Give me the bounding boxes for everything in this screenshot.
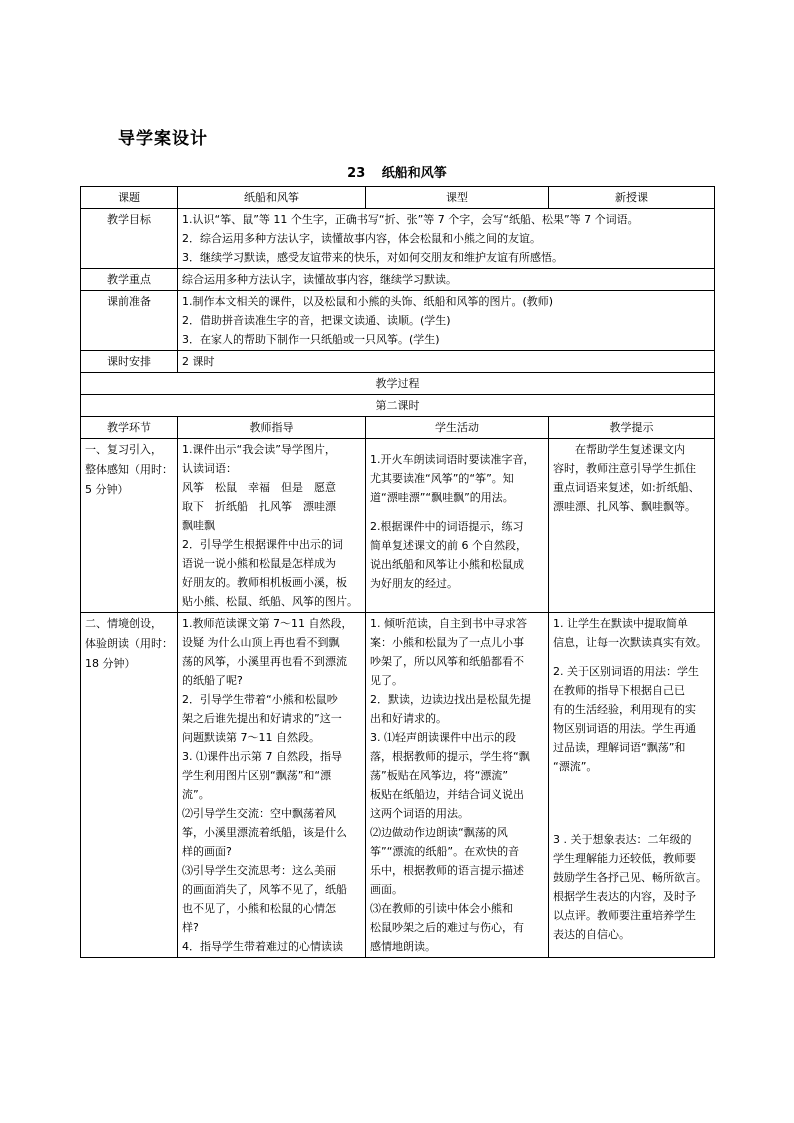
text-line: 2．引导学生根据课件中出示的词 [182,538,343,551]
text-line: 过品读，理解词语“飘荡”和 [553,741,686,754]
teaching-tip-cell [549,613,715,958]
text-line: 设疑 为什么山顶上再也看不到飘 [182,636,340,649]
lesson-name: 纸船和风筝 [381,166,447,181]
stage-text: 整体感知（用时： [85,463,173,476]
text-line: 语说一说小熊和松鼠是怎样成为 [182,557,336,570]
text-line: 鼓励学生各抒己见、畅所欲言。 [553,871,707,884]
text-line: 3. ⑴轻声朗读课件中出示的段 [370,731,516,744]
text-line: 飘哇飘 [182,519,215,532]
time-row [81,351,715,373]
text-line: 2.根据课件中的词语提示，练习 [370,520,524,533]
text-line: 道“漂哇漂”“飘哇飘”的用法。 [370,491,514,504]
prep-row [81,291,715,351]
goal-item: 1.认识“筝、鼠”等 11 个生字，正确书写“折、张”等 7 个字，会写“纸船、松果”等 7 个词语。 [182,213,639,226]
text-line: 见了。 [370,674,403,687]
text-line: ⑵引导学生交流：空中飘荡着风 [182,807,336,820]
text-line: 1.开火车朗读词语时要读准字音， [370,453,535,466]
text-line: 取下 折纸船 扎风筝 漂哇漂 [182,500,336,513]
column-header: 教学环节 [81,417,178,439]
text-line: 学生利用图片区别“飘荡”和“漂 [182,769,332,782]
section-row-review [81,439,715,613]
text-line: 好朋友的。教师相机板画小溪，板 [182,576,347,589]
text-line: ⑵边做动作边朗读“飘荡的风 [370,826,508,839]
text-line: 学生理解能力还较低，教师要 [553,852,696,865]
goal-item: 2．综合运用多种方法认字，读懂故事内容，体会松鼠和小熊之间的友谊。 [182,232,541,245]
text-line: 也不见了，小熊和松鼠的心情怎 [182,902,336,915]
column-header-row [81,417,715,439]
text-line: 认读词语： [182,462,237,475]
type-value: 新授课 [549,187,715,209]
text-line: 尤其要读准“风筝”的“筝”。知 [370,472,514,485]
stage-text: 二、情境创设， [85,617,162,630]
goal-item: 3．继续学习默读，感受友谊带来的快乐，对如何交朋友和维护友谊有所感悟。 [182,251,563,264]
text-line: 问题默读第 7～11 自然段。 [182,731,320,744]
text-line: 板贴在纸船边，并结合词义说出 [370,788,524,801]
teacher-guidance-cell [178,439,366,613]
stage-text: 一、复习引入， [85,443,162,456]
time-value: 2 课时 [178,351,715,373]
section-row-scenario [81,613,715,958]
text-line: 架之后谁先提出和好请求的”这一 [182,712,342,725]
text-line: 感情地朗读。 [370,940,436,953]
text-line: 贴小熊、松鼠、纸船、风筝的图片。 [182,595,358,608]
text-line: 松鼠吵架之后的难过与伤心，有 [370,921,524,934]
text-line: 3. ⑴课件出示第 7 自然段，指导 [182,750,342,763]
text-line: 的纸船了呢? [182,674,243,687]
text-line: ⑶引导学生交流思考：这么美丽 [182,864,336,877]
teacher-guidance-cell [178,613,366,958]
text-line: 2．引导学生带着“小熊和松鼠吵 [182,693,338,706]
student-activity-cell [366,439,549,613]
text-line: 1. 让学生在默读中提取简单 [553,617,688,630]
goals-label: 教学目标 [81,209,178,269]
text-line: 重点词语来复述，如:折纸船、 [553,481,700,494]
text-line: 吵架了，所以风筝和纸船都看不 [370,655,524,668]
text-line: 荡”板贴在风筝边，将“漂流” [370,769,509,782]
column-header: 教学提示 [549,417,715,439]
key-label: 教学重点 [81,269,178,291]
column-header: 学生活动 [366,417,549,439]
text-line: 样? [182,921,199,934]
text-line: 画面。 [370,883,403,896]
text-line: 1.教师范读课文第 7～11 自然段， [182,617,353,630]
text-line: 在帮助学生复述课文内 [575,443,685,456]
prep-content [178,291,715,351]
text-line: 简单复述课文的前 6 个自然段， [370,539,527,552]
text-line: 物区别词语的用法。学生再通 [553,722,696,735]
stage-text: 体验朗读（用时： [85,637,173,650]
text-line: 说出纸船和风筝让小熊和松鼠成 [370,558,524,571]
goals-row [81,209,715,269]
period-title: 第二课时 [81,395,715,417]
type-label: 课型 [366,187,549,209]
text-line: 以点评。教师要注重培养学生 [553,909,696,922]
goals-content [178,209,715,269]
prep-label: 课前准备 [81,291,178,351]
text-line: 表达的自信心。 [553,928,630,941]
stage-text: 18 分钟） [85,657,136,670]
text-line: 为好朋友的经过。 [370,577,458,590]
text-line: 风筝 松鼠 幸福 但是 愿意 [182,481,336,494]
text-line: 落，根据教师的提示，学生将“飘 [370,750,530,763]
text-line: ⑶在教师的引读中体会小熊和 [370,902,513,915]
stage-cell [81,613,178,958]
key-row [81,269,715,291]
stage-cell [81,439,178,613]
process-title-row [81,373,715,395]
text-line: 4．指导学生带着难过的心情读读 [182,940,343,953]
text-line: 乐中，根据教师的语言提示描述 [370,864,524,877]
text-line: 漂哇漂、扎风筝、飘哇飘等。 [553,500,696,513]
period-title-row [81,395,715,417]
text-line: 有的生活经验，利用现有的实 [553,703,696,716]
lesson-title [0,162,794,181]
prep-item: 1.制作本文相关的课件，以及松鼠和小熊的头饰、纸船和风筝的图片。(教师) [182,295,554,308]
topic-value: 纸船和风筝 [178,187,366,209]
lesson-plan-table [80,186,715,958]
text-line: 在教师的指导下根据自己已 [553,684,685,697]
text-line: 筝，小溪里漂流着纸船，该是什么 [182,826,347,839]
lesson-number: 23 [347,166,366,181]
text-line: 出和好请求的。 [370,712,447,725]
student-activity-cell [366,613,549,958]
text-line: 1. 倾听范读，自主到书中寻求答 [370,617,527,630]
text-line: 2．默读，边读边找出是松鼠先提 [370,693,531,706]
text-line: 2. 关于区别词语的用法：学生 [553,665,699,678]
teaching-tip-cell [549,439,715,613]
text-line: 3 . 关于想象表达：二年级的 [553,833,692,846]
text-line: 信息，让每一次默读真实有效。 [553,636,707,649]
time-label: 课时安排 [81,351,178,373]
topic-label: 课题 [81,187,178,209]
text-line: 案：小熊和松鼠为了一点儿小事 [370,636,524,649]
text-line: 容时，教师注意引导学生抓住 [553,462,696,475]
text-line: 这两个词语的用法。 [370,807,469,820]
text-line: 样的画面? [182,845,232,858]
text-line: 流”。 [182,788,210,801]
key-value: 综合运用多种方法认字，读懂故事内容，继续学习默读。 [178,269,715,291]
text-line: 根据学生表达的内容，及时予 [553,890,696,903]
text-line: “漂流”。 [553,760,598,773]
text-line: 的画面消失了，风筝不见了，纸船 [182,883,347,896]
column-header: 教师指导 [178,417,366,439]
prep-item: 2．借助拼音读准生字的音，把课文读通、读顺。(学生) [182,314,451,327]
process-title: 教学过程 [81,373,715,395]
stage-text: 5 分钟） [85,483,129,496]
text-line: 荡的风筝，小溪里再也看不到漂流 [182,655,347,668]
text-line: 1.课件出示“我会读”导学图片， [182,443,336,456]
topic-row [81,187,715,209]
text-line: 筝”“漂流的纸船”。在欢快的音 [370,845,520,858]
prep-item: 3．在家人的帮助下制作一只纸船或一只风筝。(学生) [182,333,440,346]
document-heading: 导学案设计 [118,129,208,149]
